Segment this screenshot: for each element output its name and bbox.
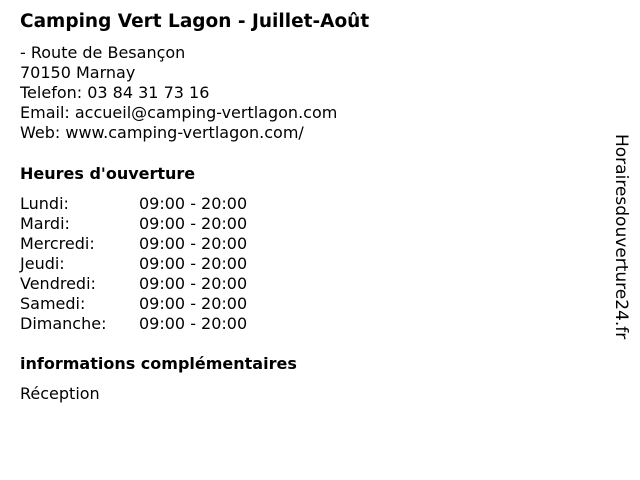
hours-row-monday [20, 194, 247, 214]
time-range: 09:00 - 20:00 [139, 294, 248, 313]
time-range: 09:00 - 20:00 [139, 314, 248, 333]
day-label: Samedi: [20, 294, 86, 313]
time-range: 09:00 - 20:00 [139, 214, 248, 233]
site-watermark: Horairesdouverture24.fr [611, 134, 631, 340]
time-range: 09:00 - 20:00 [139, 234, 248, 253]
day-label: Dimanche: [20, 314, 107, 333]
hours-table [20, 194, 247, 334]
email-line: Email: accueil@camping-vertlagon.com [20, 103, 338, 122]
hours-heading: Heures d'ouverture [20, 164, 196, 183]
hours-row-wednesday [20, 234, 247, 254]
info-text: Réception [20, 384, 100, 403]
web-line: Web: www.camping-vertlagon.com/ [20, 123, 304, 142]
time-range: 09:00 - 20:00 [139, 274, 248, 293]
day-label: Lundi: [20, 194, 69, 213]
page-title: Camping Vert Lagon - Juillet-Août [20, 11, 370, 32]
address-city: 70150 Marnay [20, 63, 136, 82]
hours-row-tuesday [20, 214, 247, 234]
address-street: - Route de Besançon [20, 43, 186, 62]
hours-row-saturday [20, 294, 247, 314]
hours-row-sunday [20, 314, 247, 334]
hours-row-friday [20, 274, 247, 294]
day-label: Mardi: [20, 214, 70, 233]
address-block [20, 43, 337, 143]
phone-line: Telefon: 03 84 31 73 16 [20, 83, 210, 102]
info-heading: informations complémentaires [20, 354, 297, 373]
time-range: 09:00 - 20:00 [139, 194, 248, 213]
hours-row-thursday [20, 254, 247, 274]
time-range: 09:00 - 20:00 [139, 254, 248, 273]
day-label: Mercredi: [20, 234, 95, 253]
day-label: Vendredi: [20, 274, 96, 293]
day-label: Jeudi: [20, 254, 65, 273]
